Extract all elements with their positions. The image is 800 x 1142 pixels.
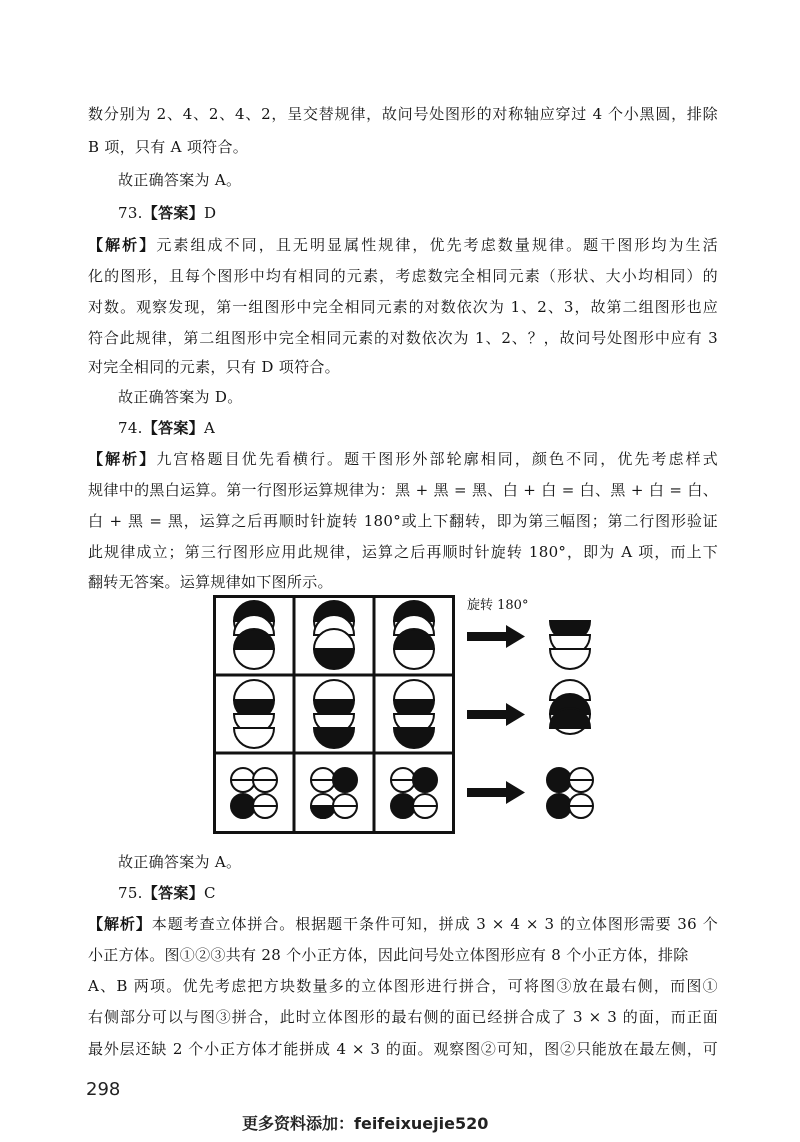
q74-analysis-text: 九宫格题目优先看横行。题干图形外部轮廓相同，颜色不同，优先考虑样式 bbox=[156, 450, 719, 468]
q74-number: 74. bbox=[118, 419, 143, 437]
answer-conclusion-73: 故正确答案为 D。 bbox=[118, 388, 243, 406]
arrow-row-2 bbox=[467, 703, 525, 726]
q74-answer-tag: 【答案】 bbox=[142, 419, 204, 437]
q73-number: 73. bbox=[118, 204, 143, 222]
q74-answer-value: A bbox=[203, 419, 216, 437]
cell-2-1 bbox=[234, 680, 274, 748]
q73-analysis-tag: 【解析】 bbox=[88, 236, 157, 254]
q75-analysis-tag: 【解析】 bbox=[88, 915, 152, 933]
q75-analysis-line-1 bbox=[88, 914, 718, 934]
q75-analysis-line-4: 右侧部分可以与图③拼合，此时立体图形的最右侧的面已经拼合成了 3 × 3 的面，而正面 bbox=[88, 1008, 718, 1026]
text-line-2: B 项，只有 A 项符合。 bbox=[88, 138, 249, 156]
q74-answer-line bbox=[118, 418, 718, 438]
rotation-label: 旋转 180° bbox=[467, 598, 529, 613]
cell-2-2 bbox=[314, 680, 354, 748]
q75-analysis-line-2: 小正方体。图①②③共有 28 个小正方体，因此问号处立体图形应有 8 个小正方体，排除 bbox=[88, 946, 689, 964]
q75-answer-value: C bbox=[203, 884, 216, 902]
q75-number: 75. bbox=[118, 884, 143, 902]
q74-analysis-line-5: 翻转无答案。运算规律如下图所示。 bbox=[88, 573, 333, 591]
q74-analysis-tag: 【解析】 bbox=[88, 450, 157, 468]
q73-answer-value: D bbox=[203, 204, 217, 222]
q74-analysis-line-1 bbox=[88, 449, 718, 469]
q73-analysis-line-2: 化的图形，且每个图形中均有相同的元素，考虑数完全相同元素（形状、大小均相同）的 bbox=[88, 267, 718, 285]
result-row-3 bbox=[547, 768, 593, 818]
q73-analysis-line-1 bbox=[88, 235, 718, 255]
answer-conclusion-72: 故正确答案为 A。 bbox=[118, 171, 242, 189]
result-row-2 bbox=[550, 680, 590, 734]
cell-2-3 bbox=[394, 680, 434, 748]
footer-note: 更多资料添加：feifeixuejie520 bbox=[242, 1114, 489, 1133]
cell-1-3 bbox=[394, 601, 434, 669]
q74-analysis-line-2: 规律中的黑白运算。第一行图形运算规律为：黑 + 黑 = 黑、白 + 白 = 白、黑 + 白 = 白、 bbox=[88, 481, 718, 499]
cell-1-2 bbox=[314, 601, 354, 669]
q75-answer-tag: 【答案】 bbox=[142, 884, 204, 902]
rule-figure bbox=[213, 595, 728, 835]
result-row-1 bbox=[550, 621, 590, 669]
q73-analysis-line-5: 对完全相同的元素，只有 D 项符合。 bbox=[88, 358, 340, 376]
q75-analysis-text: 本题考查立体拼合。根据题干条件可知，拼成 3 × 4 × 3 的立体图形需要 36 个 bbox=[151, 915, 719, 933]
cell-3-2 bbox=[311, 768, 357, 818]
q75-analysis-line-5: 最外层还缺 2 个小正方体才能拼成 4 × 3 的面。观察图②可知，图②只能放在最左侧，可 bbox=[88, 1040, 718, 1058]
cell-3-1 bbox=[231, 768, 277, 818]
q73-analysis-line-4: 符合此规律，第二组图形中完全相同元素的对数依次为 1、2、？，故问号处图形中应有 3 bbox=[88, 329, 718, 347]
text-line-1: 数分别为 2、4、2、4、2，呈交替规律，故问号处图形的对称轴应穿过 4 个小黑圆，排除 bbox=[88, 105, 718, 123]
q74-analysis-line-3: 白 + 黑 = 黑，运算之后再顺时针旋转 180°或上下翻转，即为第三幅图；第二行图形验证 bbox=[88, 512, 718, 530]
q73-analysis-text: 元素组成不同，且无明显属性规律，优先考虑数量规律。题干图形均为生活 bbox=[156, 236, 719, 254]
q75-answer-line bbox=[118, 883, 718, 903]
q75-analysis-line-3: A、B 两项。优先考虑把方块数量多的立体图形进行拼合，可将图③放在最右侧，而图① bbox=[88, 977, 718, 995]
q73-answer-tag: 【答案】 bbox=[142, 204, 204, 222]
answer-conclusion-74: 故正确答案为 A。 bbox=[118, 853, 242, 871]
cell-3-3 bbox=[391, 768, 437, 818]
q74-analysis-line-4: 此规律成立；第三行图形应用此规律，运算之后再顺时针旋转 180°，即为 A 项，而上下 bbox=[88, 543, 718, 561]
cell-1-1 bbox=[234, 601, 274, 669]
q73-analysis-line-3: 对数。观察发现，第一组图形中完全相同元素的对数依次为 1、2、3，故第二组图形也应 bbox=[88, 298, 718, 316]
arrow-row-1 bbox=[467, 625, 525, 648]
page-number: 298 bbox=[86, 1079, 121, 1100]
arrow-row-3 bbox=[467, 781, 525, 804]
q73-answer-line bbox=[118, 203, 718, 223]
